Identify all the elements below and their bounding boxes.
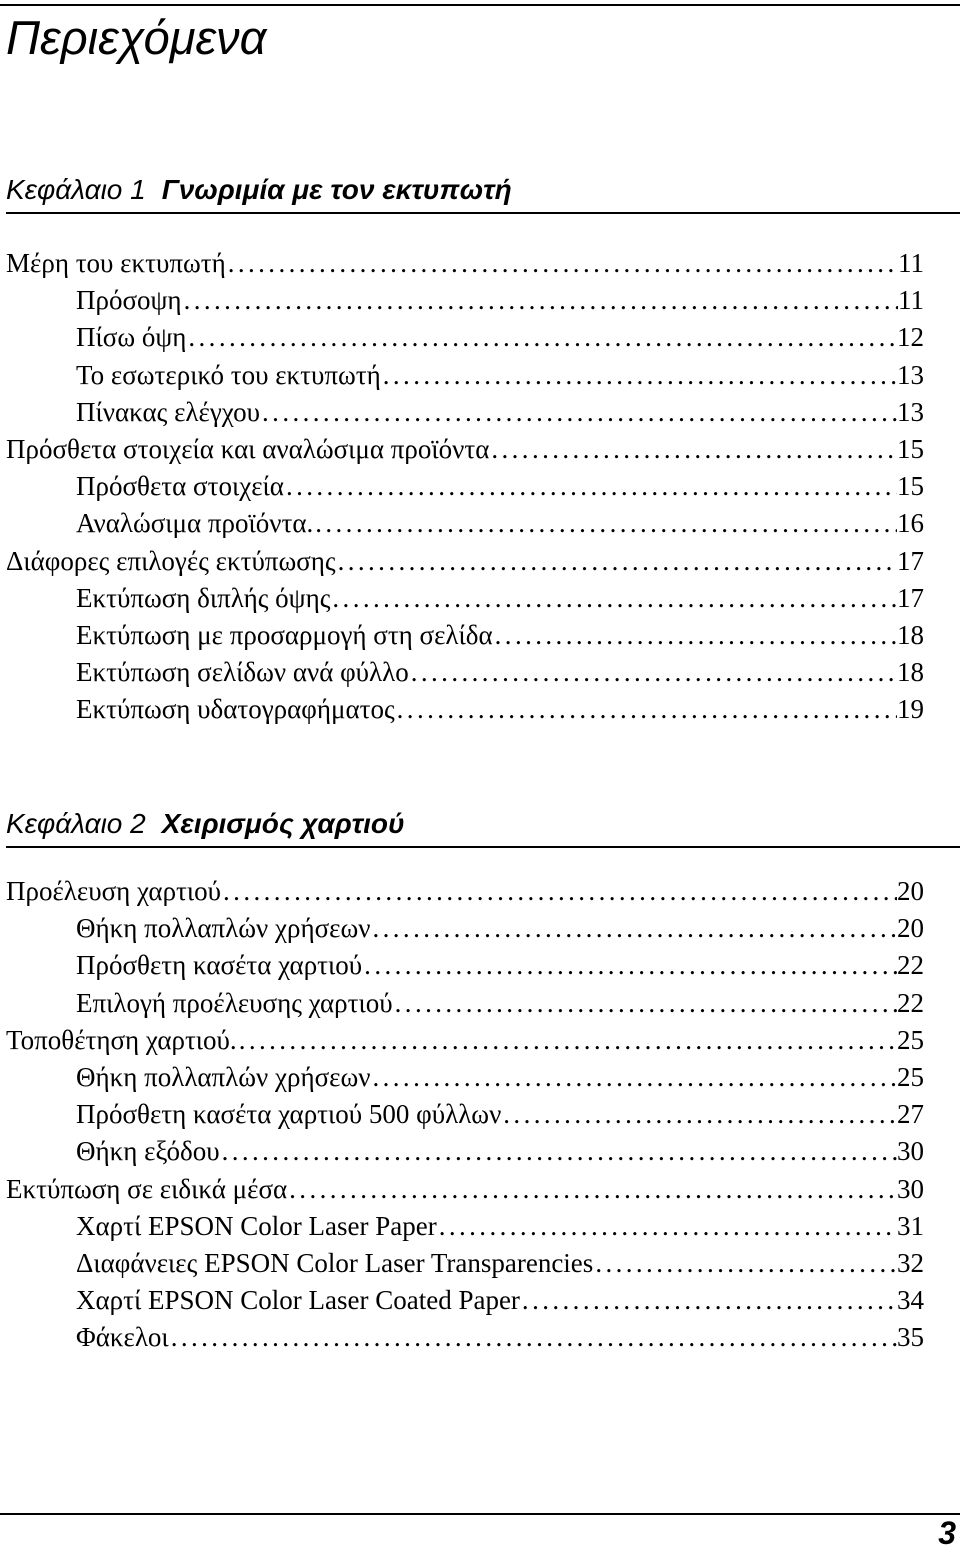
toc-entry-page: 25 [897, 1061, 924, 1092]
toc-entry-label: Εκτύπωση υδατογραφήματος [76, 694, 395, 725]
dot-leader [393, 985, 897, 1022]
toc-entry-label: Εκτύπωση διπλής όψης [76, 582, 331, 613]
dot-leader [370, 910, 897, 947]
toc-entry-page: 19 [897, 694, 924, 725]
toc-entry-page: 30 [897, 1136, 924, 1167]
toc-entry-label: Πρόσθετη κασέτα χαρτιού [76, 950, 363, 981]
dot-leader [237, 1022, 897, 1059]
toc-entry-label: Πίνακας ελέγχου [76, 396, 261, 427]
toc-entry-label: Χαρτί EPSON Color Laser Paper [76, 1210, 437, 1241]
dot-leader [330, 580, 897, 617]
toc-entry-page: 18 [897, 619, 924, 650]
dot-leader [493, 617, 897, 654]
dot-leader [186, 319, 897, 356]
toc-entry-label: Φάκελοι [76, 1322, 169, 1353]
toc-entry-page: 18 [897, 657, 924, 688]
toc-entry-page: 32 [897, 1247, 924, 1278]
chapter-1-toc [0, 245, 960, 728]
dot-leader [313, 505, 897, 542]
toc-entry[interactable] [0, 505, 924, 542]
toc-entry-label: Πρόσθετα στοιχεία και αναλώσιμα προϊόντα [6, 433, 490, 464]
toc-entry[interactable] [0, 245, 924, 282]
toc-entry-label: Θήκη πολλαπλών χρήσεων [76, 913, 371, 944]
dot-leader [220, 1133, 897, 1170]
toc-entry[interactable] [0, 580, 924, 617]
toc-entry-page: 16 [897, 508, 924, 539]
toc-entry-label: Θήκη εξόδου [76, 1136, 220, 1167]
toc-entry[interactable] [0, 1059, 924, 1096]
toc-entry-page: 27 [897, 1099, 924, 1130]
toc-entry-page: 20 [897, 876, 924, 906]
page-number: 3 [938, 1515, 956, 1551]
dot-leader [284, 468, 897, 505]
toc-entry-label: Επιλογή προέλευσης χαρτιού [76, 987, 393, 1018]
toc-entry-page: 31 [897, 1210, 924, 1241]
dot-leader [437, 1208, 897, 1245]
toc-entry-page: 17 [897, 545, 924, 576]
dot-leader [489, 431, 897, 468]
toc-entry-label: Το εσωτερικό του εκτυπωτή [76, 359, 381, 390]
toc-entry-label: Αναλώσιμα προϊόντα. [76, 508, 314, 539]
dot-leader [381, 357, 897, 394]
dot-leader [593, 1245, 897, 1282]
toc-entry-page: 22 [897, 987, 924, 1018]
toc-entry[interactable] [0, 468, 924, 505]
toc-entry-label: Εκτύπωση σε ειδικά μέσα [6, 1173, 288, 1204]
toc-entry[interactable] [0, 1171, 924, 1208]
dot-leader [221, 873, 897, 910]
toc-entry[interactable] [0, 1245, 924, 1282]
chapter-1-heading [6, 172, 960, 214]
toc-entry-page: 30 [897, 1173, 924, 1204]
toc-entry-page: 15 [897, 433, 924, 464]
chapter-2-toc [0, 873, 960, 1356]
toc-entry-page: 15 [897, 471, 924, 502]
toc-entry-label: Εκτύπωση σελίδων ανά φύλλο [76, 657, 409, 688]
toc-entry-label: Εκτύπωση με προσαρμογή στη σελίδα [76, 619, 493, 650]
toc-entry-label: Πρόσθετα στοιχεία [76, 471, 284, 502]
toc-entry-label: Πίσω όψη [76, 322, 187, 353]
toc-entry[interactable] [0, 1319, 924, 1356]
toc-entry[interactable] [0, 543, 924, 580]
toc-entry[interactable] [0, 985, 924, 1022]
toc-entry-label: Προέλευση χαρτιού [6, 876, 222, 906]
toc-entry-page: 25 [897, 1024, 924, 1055]
toc-entry-page: 34 [897, 1285, 924, 1316]
toc-entry[interactable] [0, 910, 924, 947]
dot-leader [370, 1059, 897, 1096]
page-title: Περιεχόμενα [6, 11, 267, 64]
toc-entry-page: 11 [898, 248, 924, 278]
dot-leader [169, 1319, 897, 1356]
toc-entry[interactable] [0, 947, 924, 984]
toc-entry-label: Πρόσοψη [76, 285, 182, 316]
toc-entry-label: Τοποθέτηση χαρτιού. [6, 1024, 237, 1055]
toc-entry[interactable] [0, 873, 924, 910]
dot-leader [395, 691, 897, 728]
toc-entry-page: 12 [897, 322, 924, 353]
toc-entry-label: Χαρτί EPSON Color Laser Coated Paper [76, 1285, 520, 1316]
toc-entry[interactable] [0, 431, 924, 468]
dot-leader [362, 947, 897, 984]
toc-entry[interactable] [0, 282, 924, 319]
toc-entry[interactable] [0, 1133, 924, 1170]
toc-entry[interactable] [0, 1096, 924, 1133]
chapter-2-heading [6, 806, 960, 848]
toc-entry[interactable] [0, 357, 924, 394]
chapter-label: Κεφάλαιο 1 [6, 174, 146, 205]
toc-entry-page: 17 [897, 582, 924, 613]
toc-entry-page: 13 [897, 359, 924, 390]
toc-entry-page: 35 [897, 1322, 924, 1353]
toc-entry-page: 13 [897, 396, 924, 427]
toc-entry-page: 22 [897, 950, 924, 981]
dot-leader [501, 1096, 897, 1133]
bottom-rule [0, 1513, 960, 1515]
toc-entry-label: Θήκη πολλαπλών χρήσεων [76, 1061, 371, 1092]
toc-entry[interactable] [0, 1022, 924, 1059]
dot-leader [520, 1282, 897, 1319]
toc-entry-label: Διαφάνειες EPSON Color Laser Transparencies [76, 1247, 594, 1278]
chapter-title: Γνωριμία με τον εκτυπωτή [161, 174, 512, 205]
toc-entry[interactable] [0, 1208, 924, 1245]
toc-entry[interactable] [0, 319, 924, 356]
top-rule [0, 4, 960, 6]
dot-leader [336, 543, 897, 580]
toc-entry[interactable] [0, 1282, 924, 1319]
toc-entry-label: Πρόσθετη κασέτα χαρτιού 500 φύλλων [76, 1099, 502, 1130]
toc-entry[interactable] [0, 617, 924, 654]
toc-entry[interactable] [0, 691, 924, 728]
toc-entry[interactable] [0, 394, 924, 431]
toc-entry-page: 20 [897, 913, 924, 944]
toc-entry-page: 11 [898, 285, 924, 316]
dot-leader [287, 1171, 897, 1208]
toc-entry[interactable] [0, 654, 924, 691]
dot-leader [260, 394, 897, 431]
dot-leader [409, 654, 897, 691]
dot-leader [182, 282, 898, 319]
toc-entry-label: Μέρη του εκτυπωτή [6, 248, 226, 278]
dot-leader [226, 245, 898, 282]
chapter-label: Κεφάλαιο 2 [6, 808, 146, 839]
toc-entry-label: Διάφορες επιλογές εκτύπωσης [6, 545, 336, 576]
chapter-title: Χειρισμός χαρτιού [161, 808, 405, 839]
